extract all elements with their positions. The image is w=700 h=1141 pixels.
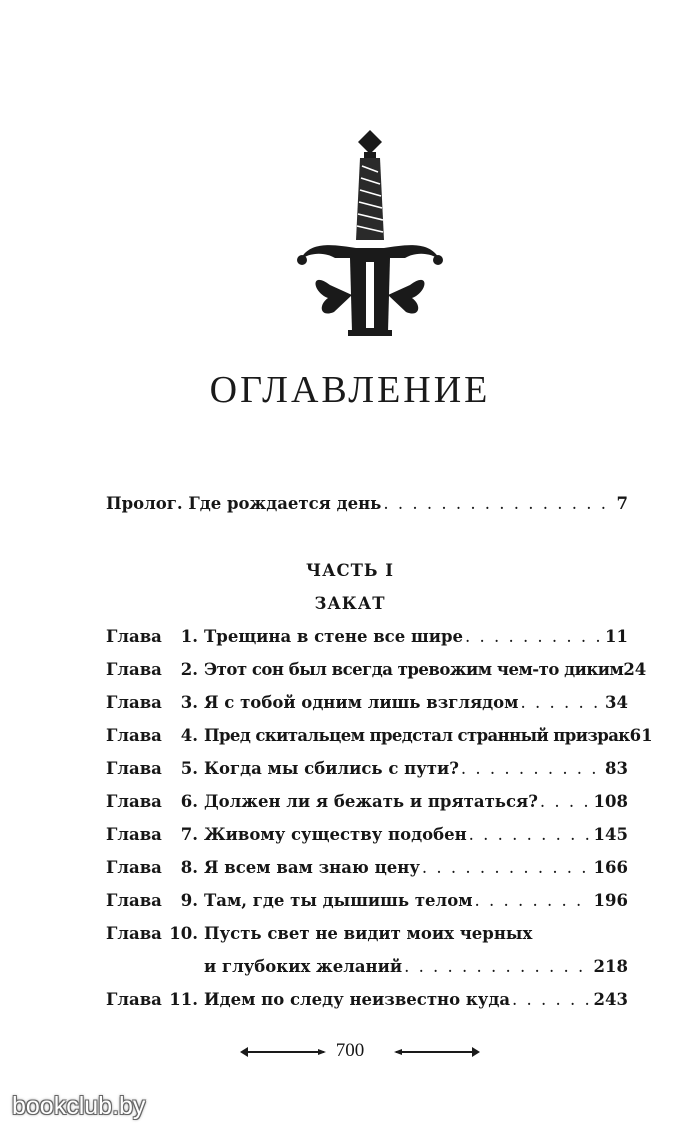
entry-title: Пусть свет не видит моих черных <box>204 924 533 943</box>
entry-page: 11 <box>605 627 628 646</box>
chapter-number: 9. <box>180 891 198 910</box>
entry-page: 34 <box>605 693 628 712</box>
entry-title: Я с тобой одним лишь взглядом <box>204 693 519 712</box>
leader-dots <box>461 759 603 778</box>
leader-dots <box>469 825 592 844</box>
leader-dots <box>512 990 592 1009</box>
toc-entry-chapter-2[interactable] <box>106 660 647 684</box>
chapter-number: 11. <box>169 990 198 1009</box>
entry-page: 7 <box>616 494 628 513</box>
right-ornament-icon <box>392 1046 482 1058</box>
chapter-label: Глава <box>106 792 162 811</box>
entry-page: 145 <box>593 825 628 844</box>
entry-page: 108 <box>593 792 628 811</box>
chapter-label: Глава <box>106 660 162 679</box>
entry-title: Пролог. Где рождается день <box>106 494 382 513</box>
entry-title: Идем по следу неизвестно куда <box>204 990 511 1009</box>
chapter-label: Глава <box>106 891 162 910</box>
entry-title: Должен ли я бежать и прятаться? <box>204 792 538 811</box>
entry-page: 243 <box>593 990 628 1009</box>
entry-title: Живому существу подобен <box>204 825 467 844</box>
part-name: ЗАКАТ <box>314 594 386 613</box>
chapter-number: 8. <box>180 858 198 877</box>
entry-title: Пред скитальцем предстал странный призрак <box>204 726 630 745</box>
chapter-label: Глава <box>106 627 162 646</box>
toc-entry-chapter-8[interactable] <box>106 858 628 882</box>
part-label: ЧАСТЬ I <box>306 561 394 580</box>
toc-entry-chapter-7[interactable] <box>106 825 628 849</box>
toc-entry-prologue[interactable] <box>106 494 628 518</box>
toc-entry-chapter-4[interactable] <box>106 726 653 750</box>
entry-title-continued: и глубоких желаний <box>204 957 403 976</box>
chapter-label: Глава <box>106 858 162 877</box>
leader-dots <box>540 792 592 811</box>
sword-emblem <box>290 120 450 350</box>
chapter-number: 7. <box>180 825 198 844</box>
leader-dots <box>383 494 614 513</box>
entry-title: Когда мы сбились с пути? <box>204 759 459 778</box>
chapter-label: Глава <box>106 924 162 943</box>
chapter-label: Глава <box>106 990 162 1009</box>
toc-entry-chapter-5[interactable] <box>106 759 628 783</box>
watermark: bookclub.by <box>12 1092 146 1120</box>
entry-page: 83 <box>605 759 628 778</box>
page-footer <box>0 1040 700 1064</box>
entry-page: 196 <box>593 891 628 910</box>
entry-title: Там, где ты дышишь телом <box>204 891 473 910</box>
leader-dots <box>422 858 592 877</box>
chapter-number: 3. <box>180 693 198 712</box>
toc-entry-chapter-3[interactable] <box>106 693 628 717</box>
entry-title: Трещина в стене все шире <box>204 627 463 646</box>
entry-page: 218 <box>593 957 628 976</box>
toc-entry-chapter-10-cont[interactable] <box>106 957 628 981</box>
toc-entry-chapter-10[interactable] <box>106 924 628 948</box>
entry-page: 24 <box>623 660 647 679</box>
toc-heading: ОГЛАВЛЕНИЕ <box>209 369 491 411</box>
toc-entry-chapter-1[interactable] <box>106 627 628 651</box>
page-number: 700 <box>335 1040 365 1061</box>
chapter-number: 1. <box>180 627 198 646</box>
leader-dots <box>521 693 604 712</box>
entry-title: Этот сон был всегда тревожим чем-то диким <box>204 660 624 679</box>
entry-page: 166 <box>593 858 628 877</box>
chapter-number: 4. <box>180 726 198 745</box>
chapter-number: 2. <box>180 660 198 679</box>
entry-title: Я всем вам знаю цену <box>204 858 420 877</box>
toc-entry-chapter-9[interactable] <box>106 891 628 915</box>
chapter-number: 10. <box>169 924 198 943</box>
chapter-label: Глава <box>106 726 162 745</box>
leader-dots <box>475 891 592 910</box>
chapter-label: Глава <box>106 759 162 778</box>
chapter-number: 6. <box>180 792 198 811</box>
chapter-label: Глава <box>106 825 162 844</box>
toc-entry-chapter-11[interactable] <box>106 990 628 1014</box>
chapter-label: Глава <box>106 693 162 712</box>
entry-page: 61 <box>629 726 653 745</box>
leader-dots <box>465 627 603 646</box>
leader-dots <box>404 957 591 976</box>
toc-entry-chapter-6[interactable] <box>106 792 628 816</box>
chapter-number: 5. <box>180 759 198 778</box>
